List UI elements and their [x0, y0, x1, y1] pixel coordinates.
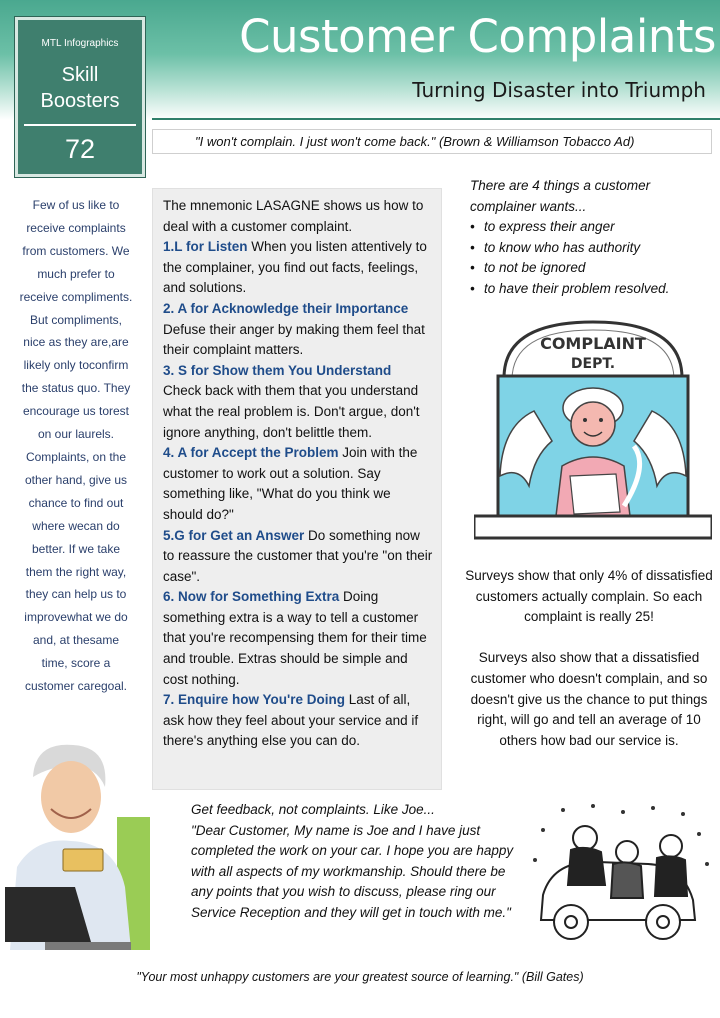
- list-item-text: to have their problem resolved.: [484, 280, 670, 296]
- intro-line: nice as they are,are: [23, 335, 129, 350]
- lasagne-step-heading: 3. S for Show them You Understand: [163, 362, 392, 378]
- lasagne-step-heading: 1.L for Listen: [163, 239, 248, 255]
- intro-column: [8, 194, 144, 698]
- lasagne-step: [163, 526, 433, 588]
- lasagne-step-heading: 5.G for Get an Answer: [163, 527, 305, 543]
- intro-line: improvewhat we do: [24, 610, 128, 625]
- intro-line: the status quo. They: [21, 381, 131, 396]
- survey-fact-1: Surveys show that only 4% of dissatisfied customers actually complain. So each complaint is really 25!: [465, 568, 713, 625]
- list-item: [470, 279, 715, 300]
- header-divider: [152, 118, 720, 120]
- intro-line: from customers. We: [22, 243, 130, 258]
- survey-facts: [464, 566, 714, 751]
- badge-title-line-1: Skill: [61, 64, 99, 86]
- intro-line: likely only toconfirm: [23, 358, 129, 373]
- lasagne-intro: The mnemonic LASAGNE shows us how to deal with a customer complaint.: [163, 198, 424, 234]
- page-subtitle: Turning Disaster into Triumph: [412, 78, 706, 102]
- mechanics-car-illustration: [523, 800, 713, 950]
- list-item-text: to not be ignored: [484, 260, 586, 275]
- lasagne-step: [163, 443, 433, 525]
- intro-line: chance to find out: [28, 495, 124, 510]
- lasagne-step-text: Doing something extra is a way to tell a customer that you're recompensing them for their time and trouble. Extras should be simple and cost nothing.: [163, 589, 427, 687]
- feedback-letter: "Dear Customer, My name is Joe and I have just completed the work on your car. I hope you are happy with all aspects of my workmanship. Should there be any points that you wish to discuss, please ring our Service Reception and they will get in touch with me.": [191, 822, 514, 920]
- badge-number: 72: [64, 134, 96, 164]
- bullet-icon: •: [470, 260, 475, 275]
- lasagne-step-heading: 6. Now for Something Extra: [163, 589, 340, 605]
- bullet-icon: •: [470, 239, 475, 255]
- customer-wants: [470, 176, 715, 299]
- intro-line: where wecan do: [32, 518, 120, 533]
- lasagne-step-heading: 2. A for Acknowledge their Importance: [163, 300, 409, 316]
- skill-booster-badge: [15, 17, 145, 177]
- badge-title: [18, 62, 142, 114]
- intro-line: they can help us to: [25, 587, 127, 602]
- intro-line: customer caregoal.: [24, 679, 128, 694]
- sign-line-2: DEPT.: [570, 356, 616, 372]
- feedback-example: [191, 800, 521, 924]
- survey-fact-2: Surveys also show that a dissatisfied customer who doesn't complain, and so doesn't give us the chance to put things right, will go and tell an average of 10 others how bad our service is.: [470, 650, 708, 748]
- list-item: [470, 238, 715, 259]
- intro-line: encourage us torest: [22, 404, 130, 419]
- intro-line: But compliments,: [29, 312, 123, 327]
- lasagne-step-heading: 7. Enquire how You're Doing: [163, 692, 345, 708]
- intro-line: time, score a: [41, 656, 111, 671]
- intro-line: Few of us like to: [32, 198, 120, 212]
- lasagne-step: [163, 361, 433, 443]
- intro-line: receive complaints: [26, 220, 126, 235]
- intro-line: much prefer to: [37, 266, 115, 281]
- list-item: [470, 258, 715, 279]
- footer-quote: "Your most unhappy customers are your greatest source of learning." (Bill Gates): [136, 970, 584, 984]
- badge-brand: MTL Infographics: [41, 38, 119, 49]
- complaint-dept-illustration: [474, 316, 712, 546]
- lasagne-step-heading: 4. A for Accept the Problem: [163, 445, 339, 461]
- customer-wants-list: [470, 217, 715, 299]
- lasagne-step-text: When you listen attentively to the complainer, you find out facts, feelings, and solutions.: [163, 239, 427, 296]
- sign-line-1: COMPLAINT: [540, 334, 646, 353]
- intro-line: on our laurels.: [37, 427, 115, 442]
- badge-title-line-2: Boosters: [40, 90, 120, 112]
- feedback-lead: Get feedback, not complaints. Like Joe...: [191, 802, 435, 817]
- bullet-icon: •: [470, 280, 475, 296]
- lasagne-step-text: Do something now to reassure the customer that you're "on their case".: [163, 527, 433, 584]
- lasagne-step-text: Check back with them that you understand what the real problem is. Don't argue, don't ignore anything, don't belittle them.: [163, 383, 420, 440]
- intro-line: better. If we take: [31, 541, 121, 556]
- list-item-text: to express their anger: [484, 219, 615, 234]
- list-item: [470, 217, 715, 238]
- lasagne-step-text: Last of all, ask how they feel about your service and if there's anything else you can do.: [163, 692, 419, 749]
- intro-line: receive compliments.: [19, 289, 133, 304]
- bullet-icon: •: [470, 219, 475, 234]
- woman-with-laptop-photo: [5, 737, 150, 950]
- intro-line: other hand, give us: [24, 472, 128, 487]
- list-item-text: to know who has authority: [484, 239, 641, 255]
- lasagne-step-text: Join with the customer to work out a solution. Say something like, "What do you think we should do?": [163, 445, 418, 522]
- intro-line: and, at thesame: [32, 633, 120, 648]
- lasagne-step: [163, 690, 433, 752]
- lasagne-panel: [152, 188, 442, 790]
- lasagne-step-text: Defuse their anger by making them feel that their complaint matters.: [163, 321, 425, 358]
- lasagne-step: [163, 299, 433, 361]
- lasagne-step: [163, 587, 433, 690]
- badge-divider: [24, 124, 136, 126]
- intro-line: them the right way,: [25, 564, 127, 579]
- customer-wants-intro: There are 4 things a customer complainer wants...: [470, 178, 651, 214]
- lasagne-step: [163, 237, 433, 299]
- intro-line: Complaints, on the: [25, 449, 127, 464]
- top-quote: "I won't complain. I just won't come back." (Brown & Williamson Tobacco Ad): [152, 129, 712, 154]
- page-title: Customer Complaints: [239, 10, 716, 63]
